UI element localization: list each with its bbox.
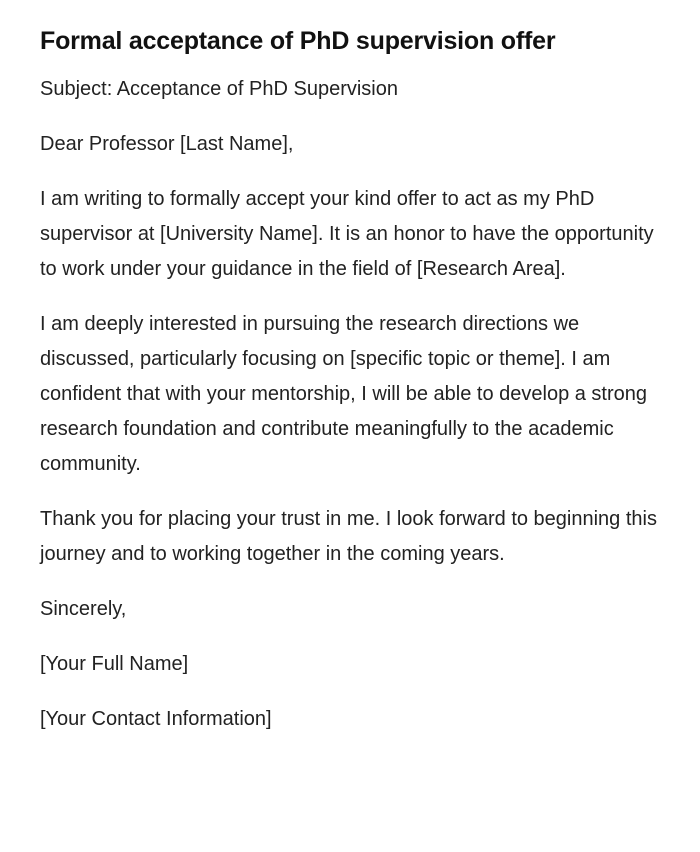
body-paragraph-2: I am deeply interested in pursuing the research directions we discussed, particularly focusing on [specific topic or theme]. I am confident that with your mentorship, I will be able to develop a strong research foundation and contribute meaningfully to the academic community. — [40, 313, 648, 475]
document-title: Formal acceptance of PhD supervision offer — [40, 27, 556, 55]
closing: Sincerely, — [40, 598, 127, 620]
contact-info: [Your Contact Information] — [40, 708, 272, 730]
salutation: Dear Professor [Last Name], — [40, 133, 294, 155]
subject-line: Subject: Acceptance of PhD Supervision — [40, 78, 398, 100]
body-paragraph-3: Thank you for placing your trust in me. I look forward to beginning this journey and to working together in the coming years. — [40, 508, 657, 565]
body-paragraph-1: I am writing to formally accept your kind offer to act as my PhD supervisor at [University Name]. It is an honor to have the opportunity to work under your guidance in the field of [Research Area]. — [40, 188, 654, 280]
signature-name: [Your Full Name] — [40, 653, 189, 675]
